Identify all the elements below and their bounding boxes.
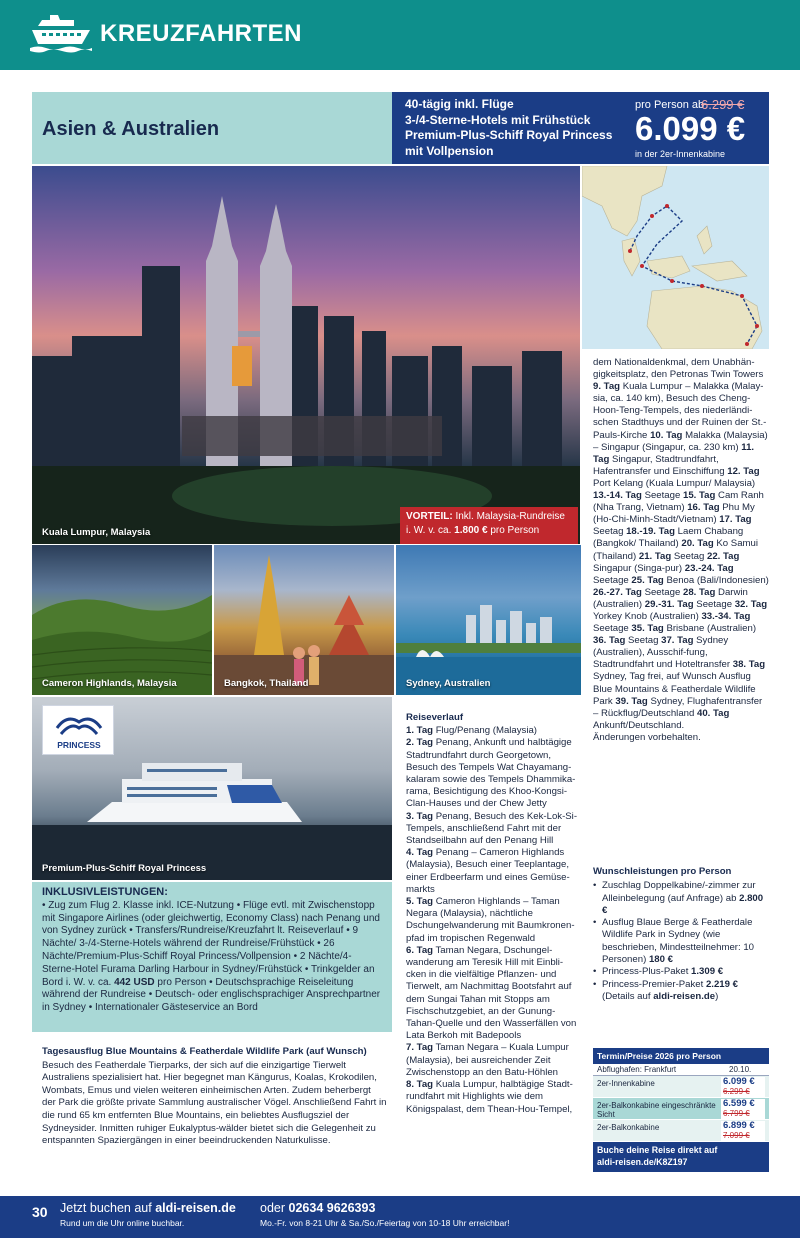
kuala-lumpur-photo — [32, 166, 580, 544]
list-item — [593, 880, 769, 917]
itinerary-day — [593, 696, 762, 719]
tea-plantation-illustration — [32, 545, 212, 695]
service-price: 180 € — [648, 954, 673, 966]
optional-services-list — [593, 880, 769, 1003]
phone-number[interactable]: 02634 9626393 — [288, 1201, 376, 1215]
day-text: Sydney, Flughafentransfer – Rückflug/Deutschland — [593, 695, 763, 719]
day-text: Ko Samui (Thailand) — [593, 538, 758, 562]
cabin-price-cell — [721, 1099, 765, 1119]
route-map-graphic — [582, 166, 769, 349]
photo-caption: Cameron Highlands, Malaysia — [42, 678, 177, 689]
cabin-price: 6.099 € — [723, 1076, 755, 1087]
departure-date: 20.10. — [729, 1065, 752, 1074]
page-number: 30 — [32, 1204, 48, 1220]
day-text: Sydney (Australien), Ausschif-fung, Stadtrundfahrt und Hoteltransfer — [593, 635, 731, 671]
excursion-heading: Tagesausflug Blue Mountains & Featherdale Wildlife Park (auf Wunsch) — [42, 1046, 367, 1057]
itinerary-day — [406, 1042, 578, 1079]
day-label: 7. Tag — [406, 1042, 434, 1054]
advantage-text: pro Person — [490, 525, 540, 536]
phone-prefix: oder — [260, 1201, 286, 1215]
day-label: 33.-34. Tag — [701, 610, 751, 622]
feature-line: 40-tägig inkl. Flüge — [405, 97, 514, 111]
day-label: 22. Tag — [707, 550, 740, 562]
table-row — [593, 1098, 769, 1120]
day-label: 8. Tag — [406, 1079, 434, 1091]
itinerary-day — [406, 811, 578, 848]
itinerary-day — [631, 623, 756, 634]
day-text: Seetage — [644, 586, 681, 598]
day-text: Seetage — [593, 623, 629, 635]
itinerary-note: Änderungen vorbehalten. — [593, 731, 701, 743]
itinerary-days — [593, 381, 769, 731]
service-text: Ausflug Blaue Berge & Featherdale Wildlife Park in Sydney (wie beschrieben, Mindestteilnehmer: 10 Personen) — [602, 917, 754, 966]
optional-services — [593, 866, 769, 1003]
day-text: Sydney, Tag frei, auf Wunsch Ausflug Blue Mountains & Featherdale Wildlife Park — [593, 671, 756, 707]
day-text: Laem Chabang (Bangkok/ Thailand) — [593, 526, 744, 550]
day-label: 4. Tag — [406, 847, 434, 859]
service-price: 1.309 € — [691, 966, 724, 978]
booking-code-box[interactable] — [593, 1142, 769, 1172]
list-item — [593, 966, 769, 978]
day-text: Darwin (Australien) — [593, 586, 748, 610]
day-label: 15. Tag — [682, 490, 716, 502]
service-price: 2.800 € — [602, 892, 764, 916]
inclusions-heading: INKLUSIVLEISTUNGEN: — [42, 886, 168, 898]
departure-airport: Abflughafen: Frankfurt — [597, 1065, 677, 1074]
day-label: 2. Tag — [406, 737, 434, 749]
itinerary-day — [406, 1079, 578, 1116]
advantage-label: VORTEIL: — [406, 511, 453, 522]
price-table — [593, 1048, 769, 1172]
itinerary-column-2 — [593, 357, 769, 744]
day-label: 39. Tag — [615, 695, 648, 707]
booking-url[interactable]: aldi-reisen.de/K8Z197 — [597, 1156, 688, 1167]
day-text: Flug/Penang (Malaysia) — [435, 725, 538, 737]
day-label: 18.-19. Tag — [626, 526, 675, 538]
itinerary-day — [645, 599, 735, 610]
cabin-price-cell — [721, 1077, 765, 1097]
itinerary-heading: Reiseverlauf — [406, 712, 464, 723]
day-label: 26.-27. Tag — [593, 586, 642, 598]
cabin-old-price: 6.799 € — [723, 1109, 750, 1118]
day-label: 28. Tag — [682, 586, 716, 598]
cabin-old-price: 6.299 € — [723, 1087, 750, 1096]
day-label: 10. Tag — [650, 429, 683, 441]
day-label: 25. Tag — [631, 574, 664, 586]
day-label: 29.-31. Tag — [644, 598, 694, 610]
cabin-price: 6.899 € — [723, 1120, 755, 1131]
day-text: Seetag — [593, 526, 624, 538]
day-text: Singapur (Singa-pur) — [593, 562, 683, 574]
itinerary-day — [406, 737, 578, 810]
day-text: Taman Negara, Dschungel-wanderung am Teresik Hill mit Einbli-cken in die vielfältige Pflanzen- und Tierwelt, am Nachmittag Bootsfahrt auf dem Sungai Tahan mit Stopps am Fischschutzgebiet, an der Gunung-Tahan-Quelle und den Wasserfällen von Lata Berkoh mit Badepools — [406, 944, 577, 1042]
day-label: 13.-14. Tag — [593, 490, 642, 502]
day-text: Seetage — [593, 574, 629, 586]
price-note: in der 2er-Innenkabine — [635, 149, 726, 159]
day-label: 36. Tag — [593, 635, 626, 647]
itinerary-day — [593, 635, 661, 646]
day-text: Seetage — [644, 490, 681, 502]
day-label: 38. Tag — [732, 659, 766, 671]
day-text: Benoa (Bali/Indonesien) — [666, 574, 769, 586]
itinerary-day — [593, 587, 683, 598]
photo-caption: Premium-Plus-Schiff Royal Princess — [42, 863, 207, 874]
day-label: 17. Tag — [719, 514, 752, 526]
section-title: KREUZFAHRTEN — [100, 20, 302, 47]
price-header — [392, 92, 769, 164]
price-label: pro Person ab — [635, 99, 705, 111]
feature-line: Premium-Plus-Schiff Royal Princess mit Vollpension — [405, 128, 613, 158]
bangkok-photo — [214, 545, 394, 695]
advantage-box — [400, 507, 578, 544]
itinerary-day — [406, 847, 578, 896]
day-text: Penang, Ankunft und halbtägige Stadtrundfahrt durch Georgetown, Besuch des Tempels Wat Chayamang-kalaram sowie des Tempels Dhammika-rama, Besichtigung des Khoo-Kongsi-Clan-Hauses und der Chew Jetty — [406, 737, 576, 810]
day-label: 9. Tag — [593, 381, 621, 393]
day-text: Phu My (Ho-Chi-Minh-Stadt/Vietnam) — [593, 502, 755, 526]
itinerary-day — [631, 575, 768, 586]
day-label: 20. Tag — [681, 538, 714, 550]
inclusions-box — [32, 882, 392, 1032]
optional-services-heading: Wunschleistungen pro Person — [593, 866, 732, 877]
phone-cta — [260, 1201, 375, 1215]
excursion-text: Besuch des Featherdale Tierparks, der sich auf die einzigartige Tierwelt Australiens spezialisiert hat. Hier begegnet man Kängurus, Koalas, Krokodilen, Wombats, Emus und vielen weiteren einheimischen Arten. Zudem beherbergt der Park die größte private Sammlung australischer Vögel. Anschließend Fahrt in die rund 65 km entfernten Blue Mountains, ein beliebtes Ausflugsziel der Sydneysider. Inmitten ruhiger Eukalyptus-wälder bietet sich die Gelegenheit zu entspannten Spaziergängen in einer beeindruckenden Naturkulisse. — [42, 1059, 387, 1147]
day-text: Brisbane (Australien) — [666, 623, 757, 635]
day-label: 11. Tag — [593, 441, 755, 465]
old-price: 6.299 € — [701, 97, 745, 112]
service-text: (Details auf — [602, 990, 651, 1002]
princess-logo — [42, 705, 114, 755]
cabin-price-cell — [721, 1121, 765, 1141]
itinerary-day — [593, 490, 683, 501]
day-text: Seetag — [673, 550, 705, 562]
photo-caption: Kuala Lumpur, Malaysia — [42, 527, 151, 538]
details-link[interactable]: aldi-reisen.de — [653, 990, 716, 1002]
day-label: 35. Tag — [631, 623, 664, 635]
service-text: ) — [715, 990, 719, 1002]
skyline-illustration — [32, 166, 580, 544]
booking-link[interactable]: aldi-reisen.de — [155, 1201, 236, 1215]
page-footer — [0, 1196, 800, 1238]
day-label: 16. Tag — [687, 502, 720, 514]
photo-caption: Sydney, Australien — [406, 678, 491, 689]
trip-features — [405, 97, 615, 159]
day-text: Kuala Lumpur, halbtägige Stadt-rundfahrt mit Highlights wie dem Königspalast, dem Thean-Hou-Tempel, — [406, 1079, 573, 1115]
day-label: 5. Tag — [406, 896, 434, 908]
day-text: Kuala Lumpur – Malakka (Malay-sia, ca. 140 km), Besuch des Cheng-Hoon-Teng-Tempels, des niederländi-schen Stadthuys und der Ruinen der St.-Pauls-Kirche — [593, 381, 767, 441]
day-text: Penang – Cameron Highlands (Malaysia), Besuch einer Teeplantage, einer Erdbeerfarm und eines Gemüse-markts — [406, 847, 570, 895]
itinerary-day — [639, 551, 707, 562]
day-text: Malakka (Malaysia) – Singapur (Singapur, ca. 230 km) — [593, 429, 768, 453]
table-row — [593, 1120, 769, 1142]
day-text: Ankunft/Deutschland. — [593, 719, 685, 731]
day-label: 6. Tag — [406, 944, 434, 956]
day-text: Yorkey Knob (Australien) — [593, 610, 699, 622]
princess-seawitch-icon — [43, 706, 115, 742]
cabin-type: 2er-Innenkabine — [597, 1079, 655, 1088]
day-text: Cameron Highlands – Taman Negara (Malaysia), nächtliche Dschungelwanderung mit Baumkronen-pfad im tropischen Regenwald — [406, 896, 575, 944]
itinerary-continuation: dem Nationaldenkmal, dem Unabhän-gigkeitsplatz, den Petronas Twin Towers — [593, 357, 764, 381]
cabin-type: 2er-Balkonkabine eingeschränkte Sicht — [597, 1101, 716, 1119]
cruise-ship-icon — [28, 12, 94, 56]
list-item — [593, 917, 769, 966]
excursion-section — [42, 1046, 387, 1148]
advantage-text: i. W. v. ca. — [406, 525, 452, 536]
price-table-title: Termin/Preise 2026 pro Person — [593, 1048, 769, 1064]
cabin-old-price: 7.099 € — [723, 1131, 750, 1140]
table-row — [593, 1076, 769, 1098]
price-table-subheader — [593, 1064, 769, 1076]
day-label: 37. Tag — [661, 635, 694, 647]
day-label: 21. Tag — [638, 550, 672, 562]
service-price: 2.219 € — [705, 978, 738, 990]
day-text: Singapur, Stadtrundfahrt, Hafentransfer und Einschiffung — [593, 453, 725, 477]
photo-caption: Bangkok, Thailand — [224, 678, 309, 689]
cabin-price: 6.599 € — [723, 1098, 755, 1109]
day-text: Port Kelang (Kuala Lumpur/ Malaysia) — [593, 477, 756, 489]
phone-hours: Mo.-Fr. von 8-21 Uhr & Sa./So./Feiertag von 10-18 Uhr erreichbar! — [260, 1218, 510, 1228]
itinerary-days — [406, 725, 578, 1116]
region-header — [32, 92, 392, 164]
day-label: 1. Tag — [406, 725, 434, 737]
inclusions-text: pro Person • Deutschsprachige Reiseleitung während der Rundreise • Deutsch- oder englischsprachiger Ansprechpartner in Sydney • Internationaler Gästeservice an Bord — [42, 976, 381, 1014]
inclusions-text: • Zug zum Flug 2. Klasse inkl. ICE-Nutzung • Flüge evtl. mit Zwischenstopp mit Singapore Airlines (oder gleichwertig, Economy Class) nach Penang und von Sydney zurück • Transfers/Rundreise/Kreuzfahrt lt. Reiseverlauf • 9 Nächte/ 3-/4-Sterne-Hotels während der Rundreise/Frühstück • 26 Nächte/Premium-Plus-Schiff Royal Princess/Vollpension • 2 Nächte/4-Sterne-Hotel Furama Darling Harbour in Sydney/Frühstück • Trinkgelder an Bord i. W. v. ca. — [42, 899, 380, 988]
section-header-bar — [0, 0, 800, 70]
cameron-highlands-photo — [32, 545, 212, 695]
temple-illustration — [214, 545, 394, 695]
region-title: Asien & Australien — [42, 118, 220, 140]
itinerary-column-1 — [406, 712, 578, 1116]
itinerary-day — [406, 945, 578, 1043]
day-text: Seetag — [628, 635, 659, 647]
day-text: Penang, Besuch des Kek-Lok-Si-Tempels, anschließend Fahrt mit der Standseilbahn auf den Penang Hill — [406, 810, 578, 847]
sydney-photo — [396, 545, 581, 695]
route-map — [582, 166, 769, 349]
inclusions-value: 442 USD — [114, 976, 155, 988]
day-text: Taman Negara – Kuala Lumpur (Malaysia), bei ausreichender Zeit Zwischenstopp an den Batu-Höhlen — [406, 1042, 569, 1078]
day-label: 23.-24. Tag — [684, 562, 734, 574]
service-text: Zuschlag Doppelkabine/-zimmer zur Alleinbelegung (auf Anfrage) ab — [602, 880, 756, 904]
ship-photo — [32, 697, 392, 880]
list-item — [593, 979, 769, 1004]
harbour-illustration — [396, 545, 581, 695]
main-price: 6.099 € — [635, 110, 746, 147]
advantage-value: 1.800 € — [454, 525, 488, 536]
booking-subtext: Rund um die Uhr online buchbar. — [60, 1218, 185, 1228]
booking-line: Buche deine Reise direkt auf — [597, 1145, 718, 1155]
service-text: Princess-Plus-Paket — [602, 966, 689, 978]
day-label: 3. Tag — [406, 810, 434, 822]
princess-logo-text: PRINCESS — [57, 740, 101, 750]
booking-text: Jetzt buchen auf — [60, 1201, 152, 1215]
service-text: Princess-Premier-Paket — [602, 978, 704, 990]
itinerary-day — [406, 896, 578, 945]
day-text: Seetage — [696, 598, 733, 610]
day-label: 12. Tag — [727, 465, 760, 477]
day-label: 32. Tag — [734, 598, 768, 610]
day-text: Cam Ranh (Nha Trang, Vietnam) — [593, 490, 764, 514]
booking-cta — [60, 1201, 236, 1215]
cabin-type: 2er-Balkonkabine — [597, 1123, 660, 1132]
day-label: 40. Tag — [697, 707, 730, 719]
itinerary-day — [406, 725, 578, 737]
feature-line: 3-/4-Sterne-Hotels mit Frühstück — [405, 112, 591, 127]
advantage-text: Inkl. Malaysia-Rundreise — [455, 511, 565, 522]
